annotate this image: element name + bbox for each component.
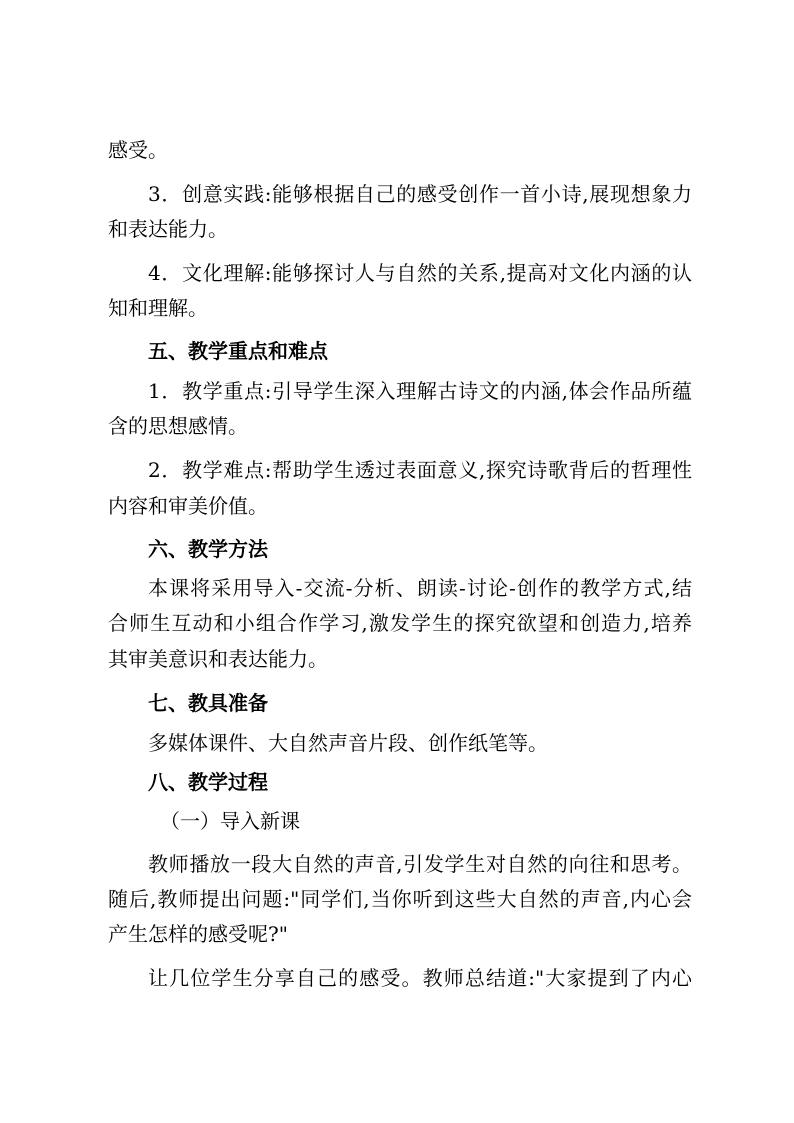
paragraph-line: 感受。 bbox=[108, 138, 168, 162]
paragraph-line: 合师生互动和小组合作学习,激发学生的探究欲望和创造力,培养 bbox=[108, 611, 692, 635]
list-item-teaching-focus: 1．教学重点:引导学生深入理解古诗文的内涵,体会作品所蕴 bbox=[148, 379, 692, 403]
paragraph-line: 内容和审美价值。 bbox=[108, 494, 268, 518]
paragraph-line: 其审美意识和表达能力。 bbox=[108, 647, 328, 671]
section-heading-methods: 六、教学方法 bbox=[148, 537, 268, 561]
list-item-creative-practice: 3．创意实践:能够根据自己的感受创作一首小诗,展现想象力 bbox=[148, 182, 692, 206]
section-heading-process: 八、教学过程 bbox=[148, 770, 268, 794]
paragraph-line: 本课将采用导入-交流-分析、朗读-讨论-创作的教学方式,结 bbox=[148, 576, 692, 600]
paragraph-line: 和表达能力。 bbox=[108, 217, 228, 241]
paragraph-line: 教师播放一段大自然的声音,引发学生对自然的向往和思考。 bbox=[148, 852, 692, 876]
paragraph-line: 随后,教师提出问题:"同学们,当你听到这些大自然的声音,内心会 bbox=[108, 887, 692, 911]
paragraph-line: 多媒体课件、大自然声音片段、创作纸笔等。 bbox=[148, 731, 548, 755]
list-item-cultural-understanding: 4．文化理解:能够探讨人与自然的关系,提高对文化内涵的认 bbox=[148, 261, 692, 285]
paragraph-line: 知和理解。 bbox=[108, 296, 208, 320]
paragraph-line: 让几位学生分享自己的感受。教师总结道:"大家提到了内心 bbox=[148, 966, 692, 990]
subsection-heading-intro: （一）导入新课 bbox=[160, 809, 300, 833]
list-item-teaching-difficulty: 2．教学难点:帮助学生透过表面意义,探究诗歌背后的哲理性 bbox=[148, 458, 692, 482]
paragraph-line: 产生怎样的感受呢?" bbox=[108, 922, 288, 946]
paragraph-line: 含的思想感情。 bbox=[108, 414, 248, 438]
section-heading-materials: 七、教具准备 bbox=[148, 691, 268, 715]
section-heading-key-points: 五、教学重点和难点 bbox=[148, 339, 328, 363]
